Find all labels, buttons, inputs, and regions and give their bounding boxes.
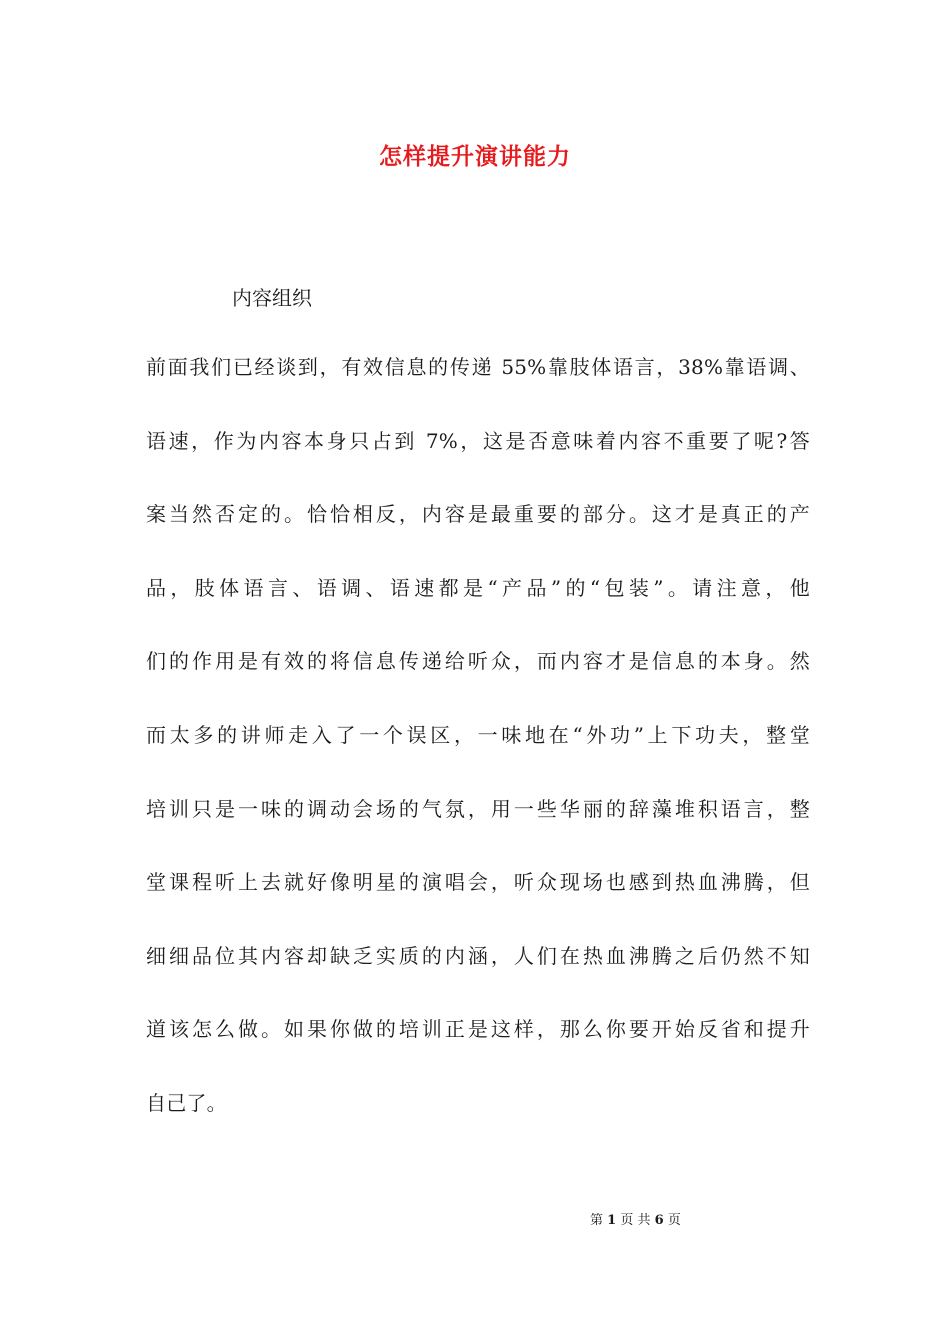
footer-suffix: 页: [667, 1213, 681, 1228]
paragraph-line: 道该怎么做。如果你做的培训正是这样，那么你要开始反省和提升: [146, 1017, 810, 1042]
section-heading: 内容组织: [232, 286, 312, 310]
paragraph-line: 自己了。: [146, 1090, 227, 1115]
page-number-footer: [590, 1209, 681, 1228]
paragraph-line: 细细品位其内容却缺乏实质的内涵，人们在热血沸腾之后仍然不知: [146, 943, 810, 968]
paragraph-line: 语速，作为内容本身只占到 7%，这是否意味着内容不重要了呢?答: [146, 428, 810, 453]
paragraph-line: 前面我们已经谈到，有效信息的传递 55%靠肢体语言，38%靠语调、: [146, 355, 810, 379]
body-paragraph: [146, 352, 810, 1162]
footer-middle: 页 共: [620, 1213, 651, 1228]
paragraph-line: 而太多的讲师走入了一个误区，一味地在“外功”上下功夫，整堂: [146, 722, 810, 747]
paragraph-line: 培训只是一味的调动会场的气氛，用一些华丽的辞藻堆积语言，整: [146, 796, 810, 821]
total-pages-number: 6: [654, 1213, 664, 1228]
paragraph-line: 案当然否定的。恰恰相反，内容是最重要的部分。这才是真正的产: [146, 502, 810, 527]
paragraph-line: 品，肢体语言、语调、语速都是“产品”的“包装”。请注意，他: [146, 575, 810, 600]
document-title: 怎样提升演讲能力: [379, 143, 571, 170]
footer-prefix: 第: [590, 1213, 604, 1228]
paragraph-line: 们的作用是有效的将信息传递给听众，而内容才是信息的本身。然: [146, 649, 810, 674]
current-page-number: 1: [607, 1213, 617, 1228]
paragraph-line: 堂课程听上去就好像明星的演唱会，听众现场也感到热血沸腾，但: [146, 870, 810, 895]
